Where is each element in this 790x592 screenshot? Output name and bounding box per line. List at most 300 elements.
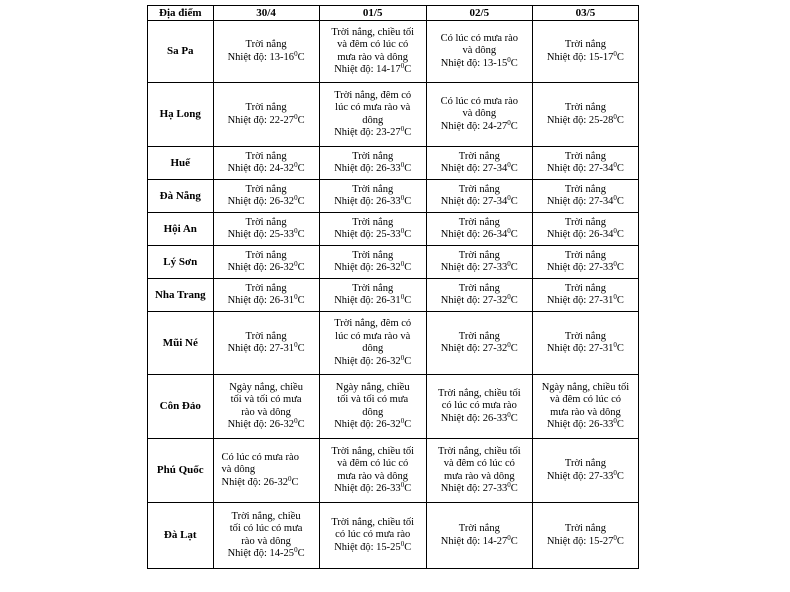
forecast-cell [213, 147, 319, 180]
temperature-unit: C [510, 163, 518, 174]
temperature-range: Nhiệt độ: 13-16 [227, 51, 295, 63]
condition-text: Có lúc có mưa rào [440, 95, 519, 107]
temperature-unit: C [616, 470, 624, 482]
temperature-range: Nhiệt độ: 26-32 [227, 196, 295, 207]
temperature-range: Nhiệt độ: 26-32 [227, 262, 295, 273]
forecast-body [148, 21, 639, 569]
table-row [148, 213, 639, 246]
location-name: Hội An [148, 213, 214, 246]
temperature-text [429, 410, 530, 426]
temperature-range: Nhiệt độ: 25-33 [334, 229, 401, 240]
forecast-cell [213, 21, 319, 83]
condition-text: Trời nắng [245, 249, 287, 261]
location-name: Đà Lạt [148, 503, 214, 569]
degree-sign: 0 [294, 341, 298, 349]
condition-text: Trời nắng [458, 330, 500, 342]
temperature-unit: C [404, 483, 412, 494]
temperature-range: Nhiệt độ: 26-34 [440, 229, 508, 240]
forecast-cell [532, 312, 638, 375]
temperature-unit: C [291, 476, 299, 488]
condition-text: có lúc có mưa rào [335, 529, 411, 541]
condition-text: Trời nắng [352, 282, 394, 294]
location-name: Phú Quốc [148, 439, 214, 503]
temperature-text [322, 64, 424, 77]
location-name: Lý Sơn [148, 246, 214, 279]
temperature-text [429, 163, 530, 176]
condition-text: Trời nắng [564, 523, 606, 534]
temperature-range: Nhiệt độ: 14-25 [227, 548, 295, 559]
temperature-range: Nhiệt độ: 26-34 [546, 229, 614, 240]
temperature-text [322, 196, 424, 209]
temperature-range: Nhiệt độ: 24-32 [227, 163, 295, 174]
forecast-cell [319, 439, 426, 503]
forecast-cell [426, 375, 532, 439]
degree-sign: 0 [613, 227, 617, 235]
temperature-text [429, 295, 530, 308]
temperature-text [322, 539, 424, 555]
table-row [148, 312, 639, 375]
temperature-range: Nhiệt độ: 25-33 [227, 229, 295, 240]
degree-sign: 0 [507, 533, 511, 542]
temperature-unit: C [510, 343, 518, 354]
forecast-cell [213, 213, 319, 246]
condition-text: Trời nắng [245, 183, 287, 195]
condition-text: và dông [462, 108, 497, 120]
condition-text: Ngày nắng, chiều tối [541, 381, 630, 393]
degree-sign: 0 [400, 161, 405, 169]
temperature-unit: C [510, 57, 518, 69]
condition-text: rào và dông [241, 535, 291, 547]
condition-text: Trời nắng [564, 216, 606, 228]
temperature-range: Nhiệt độ: 26-32 [227, 419, 295, 430]
temperature-unit: C [404, 262, 412, 273]
condition-text: Trời nắng [458, 150, 500, 162]
condition-text: Trời nắng [352, 216, 394, 228]
location-name: Mũi Né [148, 312, 214, 375]
temperature-range: Nhiệt độ: 24-27 [440, 120, 508, 132]
degree-sign: 0 [294, 417, 298, 425]
forecast-cell [426, 147, 532, 180]
condition-text: Trời nắng [458, 183, 500, 195]
temperature-text [322, 295, 424, 308]
condition-text: tối và tối có mưa [337, 394, 409, 405]
condition-text: Trời nắng [245, 102, 287, 113]
temperature-text [535, 262, 636, 275]
forecast-cell [319, 147, 426, 180]
temperature-range: Nhiệt độ: 26-31 [334, 295, 401, 306]
table-row [148, 503, 639, 569]
temperature-unit: C [510, 295, 518, 306]
condition-text: Trời nắng [352, 183, 394, 195]
temperature-unit: C [297, 295, 305, 306]
temperature-text [429, 262, 530, 275]
degree-sign: 0 [288, 474, 292, 483]
temperature-unit: C [404, 541, 412, 553]
degree-sign: 0 [507, 55, 511, 64]
condition-text: và đêm có lúc có [443, 458, 515, 469]
condition-text: và dông [462, 45, 497, 57]
temperature-range: Nhiệt độ: 27-33 [440, 483, 508, 494]
condition-text: dông [362, 406, 384, 418]
temperature-text [216, 548, 317, 561]
temperature-text [535, 533, 636, 549]
forecast-cell [426, 213, 532, 246]
temperature-unit: C [616, 196, 624, 207]
forecast-cell [319, 375, 426, 439]
degree-sign: 0 [613, 417, 617, 425]
forecast-cell [213, 439, 319, 503]
degree-sign: 0 [507, 194, 511, 202]
degree-sign: 0 [400, 227, 405, 235]
condition-text: mưa rào và dông [443, 470, 515, 482]
forecast-cell [319, 213, 426, 246]
temperature-text [429, 55, 530, 71]
forecast-table-wrapper [147, 5, 639, 569]
condition-text: Ngày nắng, chiều [335, 381, 410, 393]
condition-text: Ngày nắng, chiều [229, 381, 303, 393]
table-row [148, 279, 639, 312]
forecast-cell [213, 312, 319, 375]
temperature-text [322, 163, 424, 176]
degree-sign: 0 [400, 62, 405, 70]
temperature-range: Nhiệt độ: 27-33 [546, 262, 614, 273]
condition-text: Trời nắng [245, 330, 287, 342]
forecast-cell [532, 375, 638, 439]
degree-sign: 0 [400, 417, 405, 425]
degree-sign: 0 [294, 227, 298, 235]
forecast-cell [319, 279, 426, 312]
condition-text: tối và tối có mưa [230, 394, 302, 405]
degree-sign: 0 [400, 260, 405, 268]
forecast-cell [532, 246, 638, 279]
table-row [148, 180, 639, 213]
temperature-range: Nhiệt độ: 26-33 [546, 419, 614, 430]
condition-text: Trời nắng [352, 150, 394, 162]
forecast-cell [319, 180, 426, 213]
temperature-text [535, 112, 636, 128]
condition-text: Trời nắng [352, 249, 394, 261]
temperature-text [535, 295, 636, 308]
forecast-cell [532, 503, 638, 569]
temperature-range: Nhiệt độ: 27-32 [440, 343, 508, 354]
forecast-cell [426, 180, 532, 213]
temperature-range: Nhiệt độ: 15-25 [334, 541, 401, 553]
temperature-unit: C [297, 548, 305, 559]
header-date-4: 03/5 [532, 6, 638, 21]
location-name: Hạ Long [148, 83, 214, 147]
temperature-unit: C [404, 196, 412, 207]
degree-sign: 0 [294, 49, 298, 58]
location-name: Huế [148, 147, 214, 180]
temperature-unit: C [404, 163, 412, 174]
forecast-cell [426, 279, 532, 312]
temperature-unit: C [616, 114, 624, 126]
temperature-text [322, 353, 424, 369]
forecast-cell [213, 180, 319, 213]
table-row [148, 21, 639, 83]
header-date-1: 30/4 [213, 6, 319, 21]
temperature-range: Nhiệt độ: 27-32 [440, 295, 508, 306]
condition-text: Trời nắng [564, 150, 606, 162]
condition-text: dông [362, 343, 384, 354]
degree-sign: 0 [294, 546, 298, 554]
temperature-text [429, 196, 530, 209]
location-name: Đà Nẵng [148, 180, 214, 213]
condition-text: lúc có mưa rào và [335, 102, 411, 113]
condition-text: Trời nắng [245, 282, 287, 294]
condition-text: Trời nắng [458, 282, 500, 294]
weather-forecast-table [147, 5, 639, 569]
temperature-range: Nhiệt độ: 26-31 [227, 295, 295, 306]
condition-text: Trời nắng [564, 282, 606, 294]
temperature-text [216, 196, 317, 209]
forecast-cell [532, 279, 638, 312]
condition-text: Trời nắng [564, 39, 606, 50]
header-row [148, 6, 639, 21]
condition-text: Trời nắng [564, 102, 606, 113]
temperature-range: Nhiệt độ: 26-32 [334, 355, 401, 367]
temperature-unit: C [510, 483, 518, 494]
degree-sign: 0 [507, 410, 511, 419]
temperature-text [216, 112, 317, 128]
degree-sign: 0 [613, 341, 617, 349]
condition-text: và đêm có lúc có [337, 458, 409, 469]
table-row [148, 246, 639, 279]
forecast-cell [532, 439, 638, 503]
forecast-cell [532, 21, 638, 83]
temperature-unit: C [297, 229, 305, 240]
temperature-unit: C [616, 163, 624, 174]
condition-text: Trời nắng [245, 216, 287, 228]
temperature-range: Nhiệt độ: 15-27 [546, 535, 614, 547]
temperature-range: Nhiệt độ: 26-33 [334, 196, 401, 207]
temperature-unit: C [616, 535, 624, 547]
temperature-range: Nhiệt độ: 26-32 [334, 262, 401, 273]
condition-text: Trời nắng [564, 183, 606, 195]
degree-sign: 0 [507, 118, 511, 127]
degree-sign: 0 [613, 260, 617, 268]
condition-text: Trời nắng [564, 330, 606, 342]
temperature-unit: C [297, 262, 305, 273]
forecast-cell [213, 375, 319, 439]
forecast-cell [213, 279, 319, 312]
temperature-text [535, 419, 636, 432]
temperature-unit: C [510, 535, 518, 547]
forecast-cell [213, 83, 319, 147]
temperature-text [322, 419, 424, 432]
temperature-range: Nhiệt độ: 27-33 [546, 470, 614, 482]
forecast-cell [426, 83, 532, 147]
temperature-unit: C [616, 343, 624, 354]
temperature-range: Nhiệt độ: 27-34 [546, 196, 614, 207]
condition-text: Trời nắng, chiều tối [331, 445, 415, 457]
temperature-unit: C [510, 120, 518, 132]
temperature-text [429, 118, 530, 134]
temperature-unit: C [404, 64, 412, 75]
degree-sign: 0 [294, 194, 298, 202]
forecast-cell [319, 312, 426, 375]
location-name: Nha Trang [148, 279, 214, 312]
degree-sign: 0 [507, 341, 511, 349]
temperature-text [216, 474, 317, 490]
condition-text: Trời nắng [458, 216, 500, 228]
temperature-unit: C [616, 262, 624, 273]
condition-text: lúc có mưa rào và [335, 330, 411, 342]
temperature-text [535, 468, 636, 484]
condition-text: mưa rào và dông [550, 406, 621, 418]
temperature-unit: C [404, 355, 412, 367]
temperature-unit: C [297, 51, 305, 63]
degree-sign: 0 [400, 539, 405, 548]
forecast-cell [426, 439, 532, 503]
temperature-unit: C [404, 229, 412, 240]
temperature-range: Nhiệt độ: 27-34 [440, 196, 508, 207]
temperature-text [216, 262, 317, 275]
degree-sign: 0 [613, 112, 617, 121]
temperature-range: Nhiệt độ: 13-15 [440, 57, 508, 69]
temperature-unit: C [404, 127, 412, 138]
condition-text: Có lúc có mưa rào [221, 451, 299, 463]
condition-text: và đêm có lúc có [337, 39, 409, 50]
location-name: Côn Đảo [148, 375, 214, 439]
degree-sign: 0 [400, 125, 405, 133]
condition-text: Trời nắng, chiều tối [331, 26, 415, 38]
temperature-text [322, 127, 424, 140]
degree-sign: 0 [507, 293, 511, 301]
temperature-unit: C [404, 419, 412, 430]
condition-text: Có lúc có mưa rào [440, 32, 519, 44]
condition-text: Trời nắng [458, 249, 500, 261]
temperature-range: Nhiệt độ: 26-32 [221, 476, 289, 488]
degree-sign: 0 [507, 161, 511, 169]
temperature-range: Nhiệt độ: 22-27 [227, 114, 295, 126]
forecast-cell [426, 246, 532, 279]
temperature-text [322, 262, 424, 275]
temperature-unit: C [297, 343, 305, 354]
degree-sign: 0 [294, 260, 298, 268]
forecast-cell [319, 21, 426, 83]
temperature-unit: C [510, 262, 518, 273]
degree-sign: 0 [613, 533, 617, 542]
forecast-cell [532, 180, 638, 213]
temperature-unit: C [297, 114, 305, 126]
condition-text: Trời nắng, đêm có [334, 89, 412, 101]
forecast-cell [319, 246, 426, 279]
temperature-text [216, 49, 317, 65]
condition-text: và đêm có lúc có [549, 394, 621, 405]
temperature-unit: C [297, 419, 305, 430]
condition-text: dông [362, 114, 384, 126]
temperature-text [535, 163, 636, 176]
temperature-text [216, 229, 317, 242]
condition-text: và dông [221, 464, 256, 476]
temperature-text [535, 343, 636, 356]
temperature-text [216, 419, 317, 432]
degree-sign: 0 [613, 468, 617, 477]
temperature-range: Nhiệt độ: 23-27 [334, 127, 401, 138]
forecast-cell [426, 21, 532, 83]
temperature-unit: C [404, 295, 412, 306]
temperature-range: Nhiệt độ: 26-32 [334, 419, 401, 430]
degree-sign: 0 [613, 49, 617, 58]
condition-text: Trời nắng, chiều [231, 510, 301, 522]
temperature-unit: C [510, 196, 518, 207]
condition-text: mưa rào và dông [337, 51, 409, 63]
forecast-cell [213, 503, 319, 569]
temperature-text [535, 49, 636, 65]
temperature-range: Nhiệt độ: 15-17 [546, 51, 614, 63]
temperature-unit: C [510, 229, 518, 240]
degree-sign: 0 [294, 293, 298, 301]
temperature-unit: C [297, 163, 305, 174]
temperature-text [322, 229, 424, 242]
temperature-text [216, 163, 317, 176]
condition-text: Trời nắng [245, 150, 287, 162]
temperature-range: Nhiệt độ: 27-34 [546, 163, 614, 174]
temperature-text [429, 483, 530, 496]
degree-sign: 0 [294, 112, 298, 121]
header-date-2: 01/5 [319, 6, 426, 21]
temperature-text [535, 196, 636, 209]
temperature-range: Nhiệt độ: 14-17 [334, 64, 401, 75]
header-location: Địa điểm [148, 6, 214, 21]
header-date-3: 02/5 [426, 6, 532, 21]
condition-text: Trời nắng [564, 249, 606, 261]
condition-text: Trời nắng, đêm có [334, 318, 412, 329]
degree-sign: 0 [400, 293, 405, 301]
temperature-range: Nhiệt độ: 27-31 [227, 343, 295, 354]
degree-sign: 0 [507, 481, 511, 489]
degree-sign: 0 [400, 481, 405, 489]
temperature-range: Nhiệt độ: 25-28 [546, 114, 614, 126]
temperature-range: Nhiệt độ: 26-33 [334, 163, 401, 174]
temperature-unit: C [616, 295, 624, 306]
degree-sign: 0 [613, 194, 617, 202]
condition-text: tối có lúc có mưa [229, 523, 303, 534]
condition-text: Trời nắng, chiều tối [437, 387, 521, 399]
condition-text: Trời nắng, chiều tối [437, 445, 521, 457]
temperature-text [429, 229, 530, 242]
temperature-text [216, 343, 317, 356]
temperature-text [322, 483, 424, 496]
table-row [148, 375, 639, 439]
temperature-range: Nhiệt độ: 14-27 [440, 535, 508, 547]
degree-sign: 0 [613, 161, 617, 169]
forecast-cell [532, 83, 638, 147]
temperature-unit: C [616, 419, 624, 430]
temperature-range: Nhiệt độ: 27-34 [440, 163, 508, 174]
table-row [148, 439, 639, 503]
location-name: Sa Pa [148, 21, 214, 83]
condition-text: có lúc có mưa rào [441, 400, 517, 412]
temperature-range: Nhiệt độ: 27-31 [546, 343, 614, 354]
temperature-unit: C [616, 229, 624, 240]
temperature-range: Nhiệt độ: 26-33 [334, 483, 401, 494]
temperature-range: Nhiệt độ: 27-33 [440, 262, 508, 273]
temperature-range: Nhiệt độ: 26-33 [440, 412, 508, 424]
degree-sign: 0 [400, 194, 405, 202]
temperature-text [216, 295, 317, 308]
temperature-text [429, 343, 530, 356]
forecast-cell [319, 83, 426, 147]
forecast-cell [532, 147, 638, 180]
condition-text: mưa rào và dông [337, 470, 409, 482]
condition-text: Trời nắng, chiều tối [331, 516, 415, 528]
degree-sign: 0 [507, 227, 511, 235]
table-row [148, 83, 639, 147]
forecast-cell [319, 503, 426, 569]
condition-text: Trời nắng [245, 39, 287, 50]
